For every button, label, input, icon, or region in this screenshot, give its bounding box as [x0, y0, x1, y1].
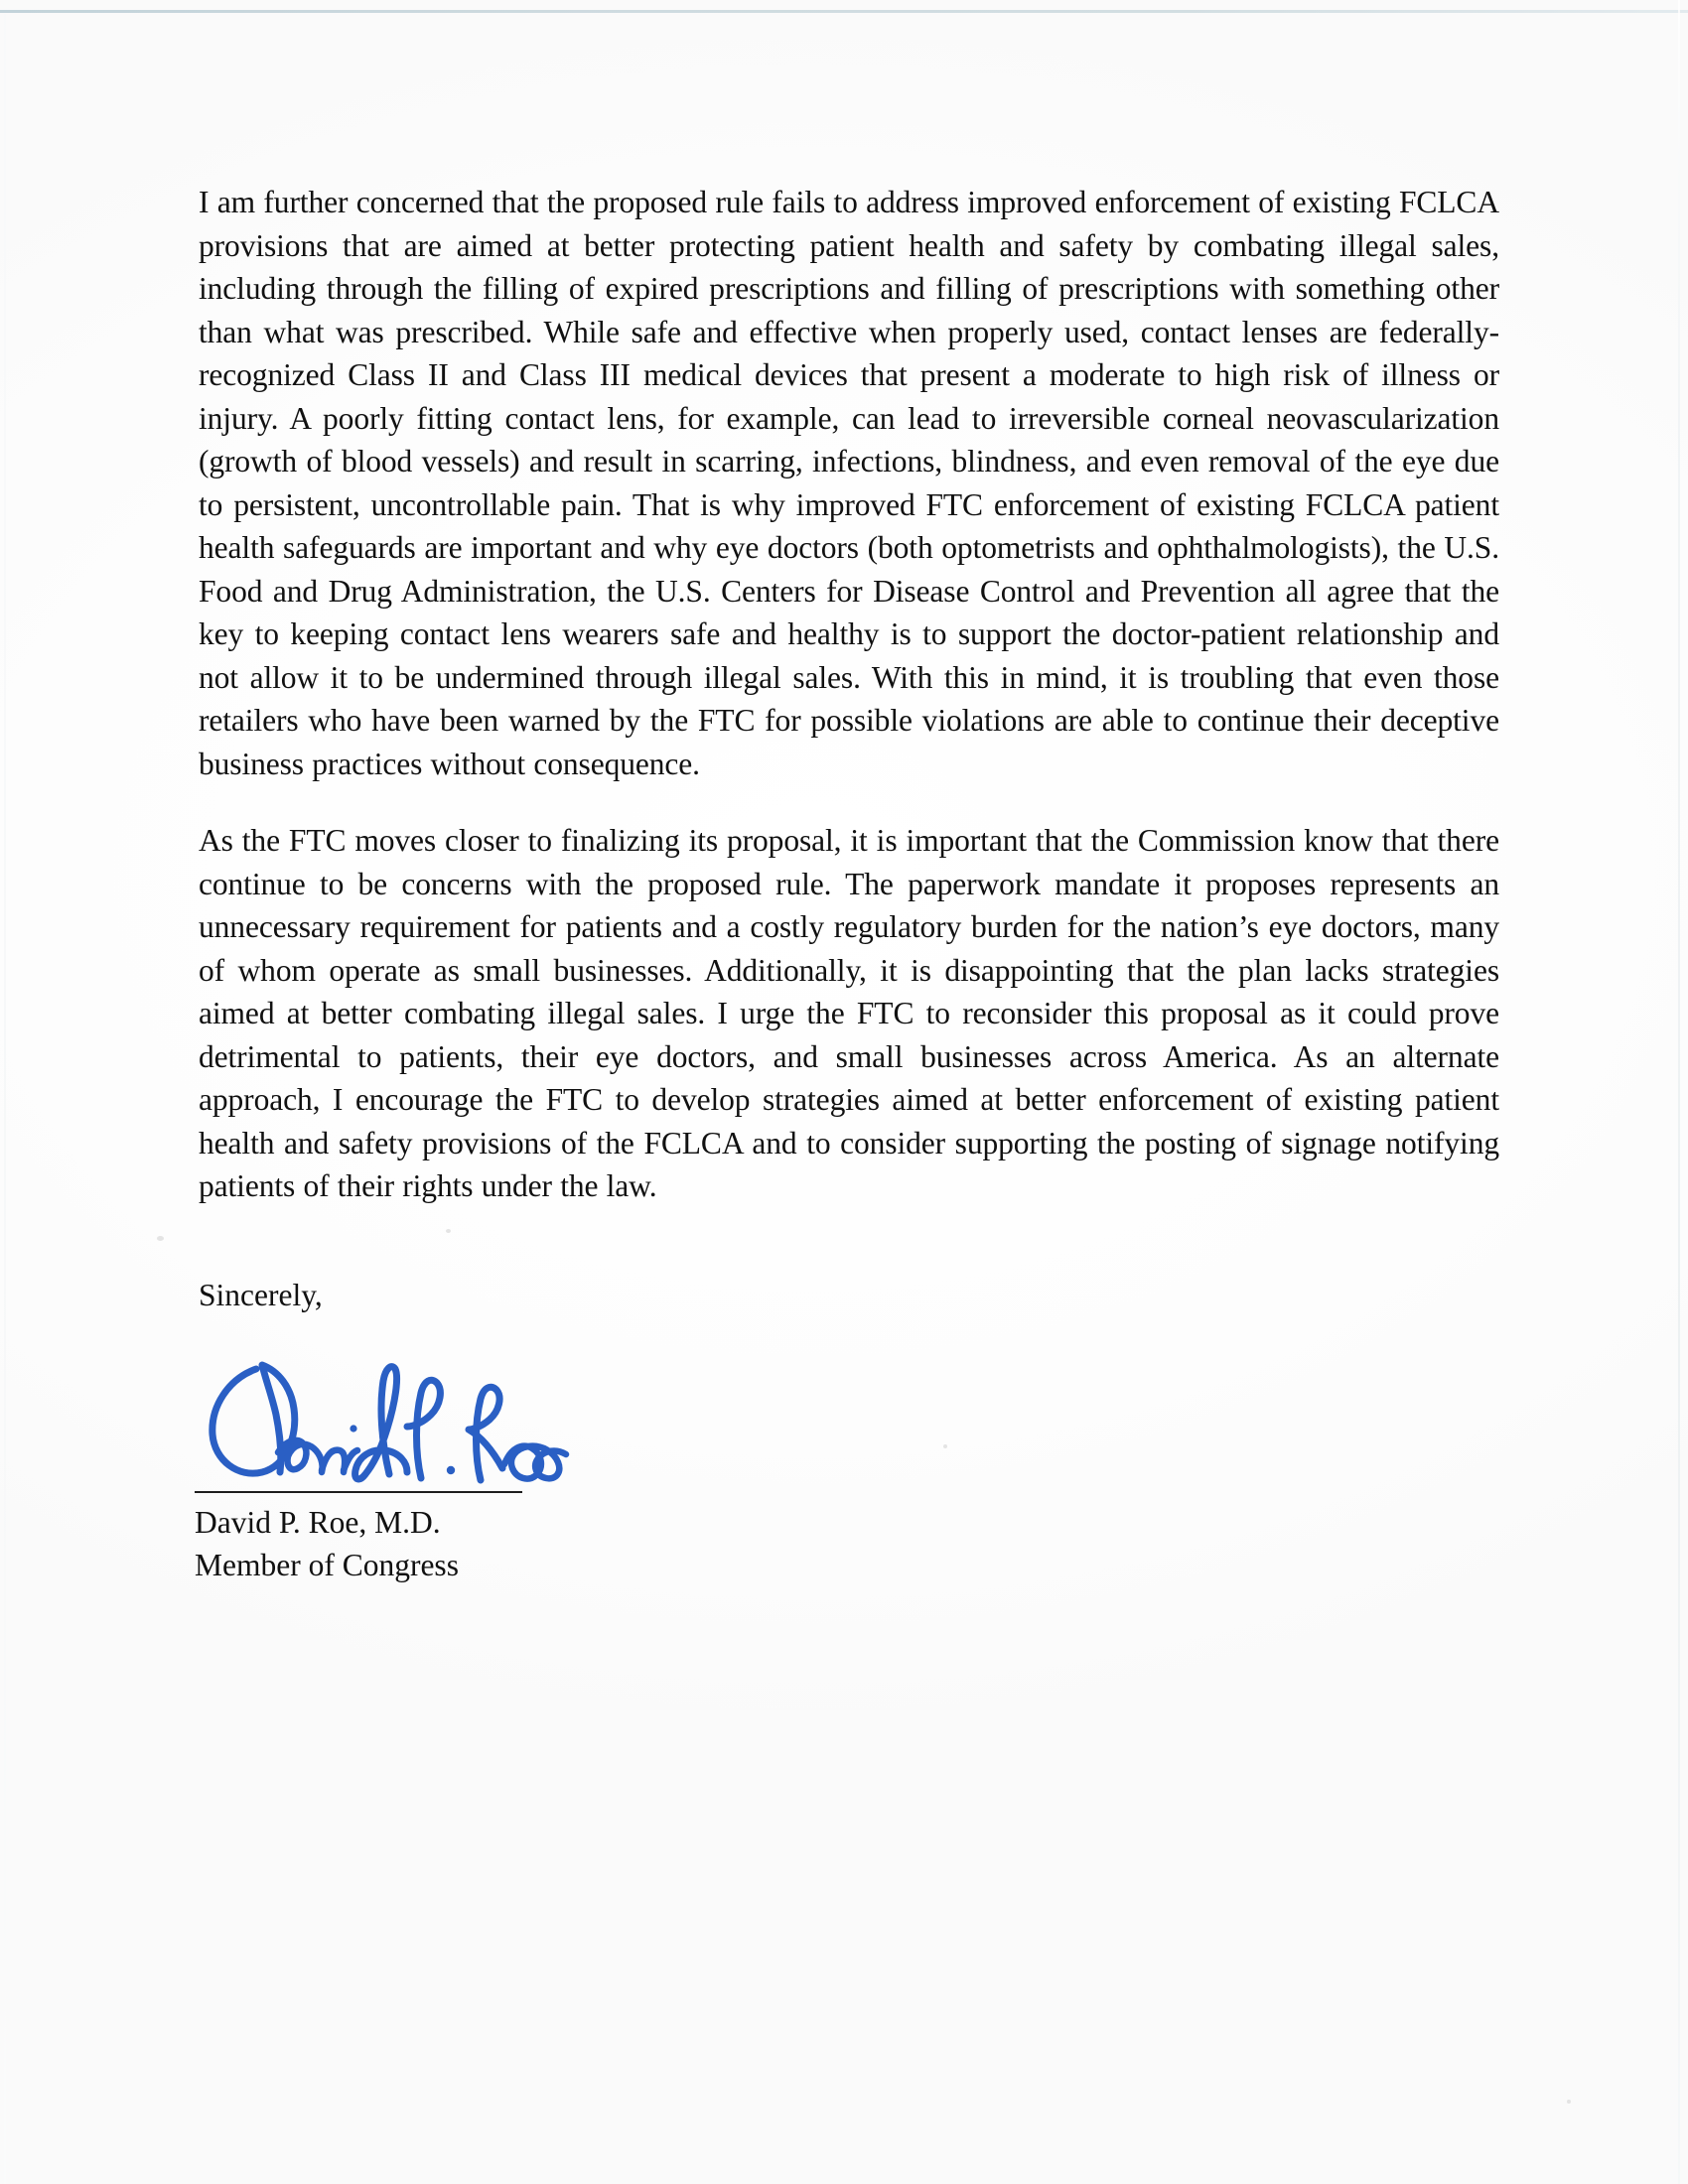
- letter-paragraph-1: I am further concerned that the proposed rule fails to address improved enforcement of existing FCLCA provisions that are aimed at better protecting patient health and safety by combating illegal sales, including through the filling of expired prescriptions and filling of prescriptions with something other than what was prescribed. While safe and effective when properly used, contact lenses are federally-recognized Class II and Class III medical devices that present a moderate to high risk of illness or injury. A poorly fitting contact lens, for example, can lead to irreversible corneal neovascularization (growth of blood vessels) and result in scarring, infections, blindness, and even removal of the eye due to persistent, uncontrollable pain. That is why improved FTC enforcement of existing FCLCA patient health safeguards are important and why eye doctors (both optometrists and ophthalmologists), the U.S. Food and Drug Administration, the U.S. Centers for Disease Control and Prevention all agree that the key to keeping contact lens wearers safe and healthy is to support the doctor-patient relationship and not allow it to be undermined through illegal sales. With this in mind, it is troubling that even those retailers who have been warned by the FTC for possible violations are able to continue their deceptive business practices without consequence.: [199, 185, 1499, 781]
- signature-block: [195, 1345, 612, 1586]
- scan-edge-top: [0, 10, 1688, 13]
- scan-speck: [1567, 2100, 1571, 2104]
- scan-speck: [157, 1236, 164, 1241]
- signer-title: Member of Congress: [195, 1548, 459, 1582]
- scan-edge-right: [1678, 0, 1680, 2184]
- letter-body: [199, 181, 1499, 1208]
- handwritten-signature-icon: [195, 1345, 592, 1499]
- closing-salutation: Sincerely,: [199, 1278, 323, 1312]
- signature-line: [195, 1491, 522, 1493]
- scan-speck: [943, 1444, 947, 1448]
- signer-name: David P. Roe, M.D.: [195, 1505, 441, 1540]
- scan-speck: [446, 1229, 451, 1233]
- scan-edge-left: [4, 14, 6, 2184]
- letter-paragraph-2: As the FTC moves closer to finalizing its proposal, it is important that the Commission know that there continue to be concerns with the proposed rule. The paperwork mandate it proposes represents an unnecessary requirement for patients and a costly regulatory burden for the nation’s eye doctors, many of whom operate as small businesses. Additionally, it is disappointing that the plan lacks strategies aimed at better combating illegal sales. I urge the FTC to reconsider this proposal as it could prove detrimental to patients, their eye doctors, and small businesses across America. As an alternate approach, I encourage the FTC to develop strategies aimed at better enforcement of existing patient health and safety provisions of the FCLCA and to consider supporting the posting of signage notifying patients of their rights under the law.: [199, 823, 1499, 1203]
